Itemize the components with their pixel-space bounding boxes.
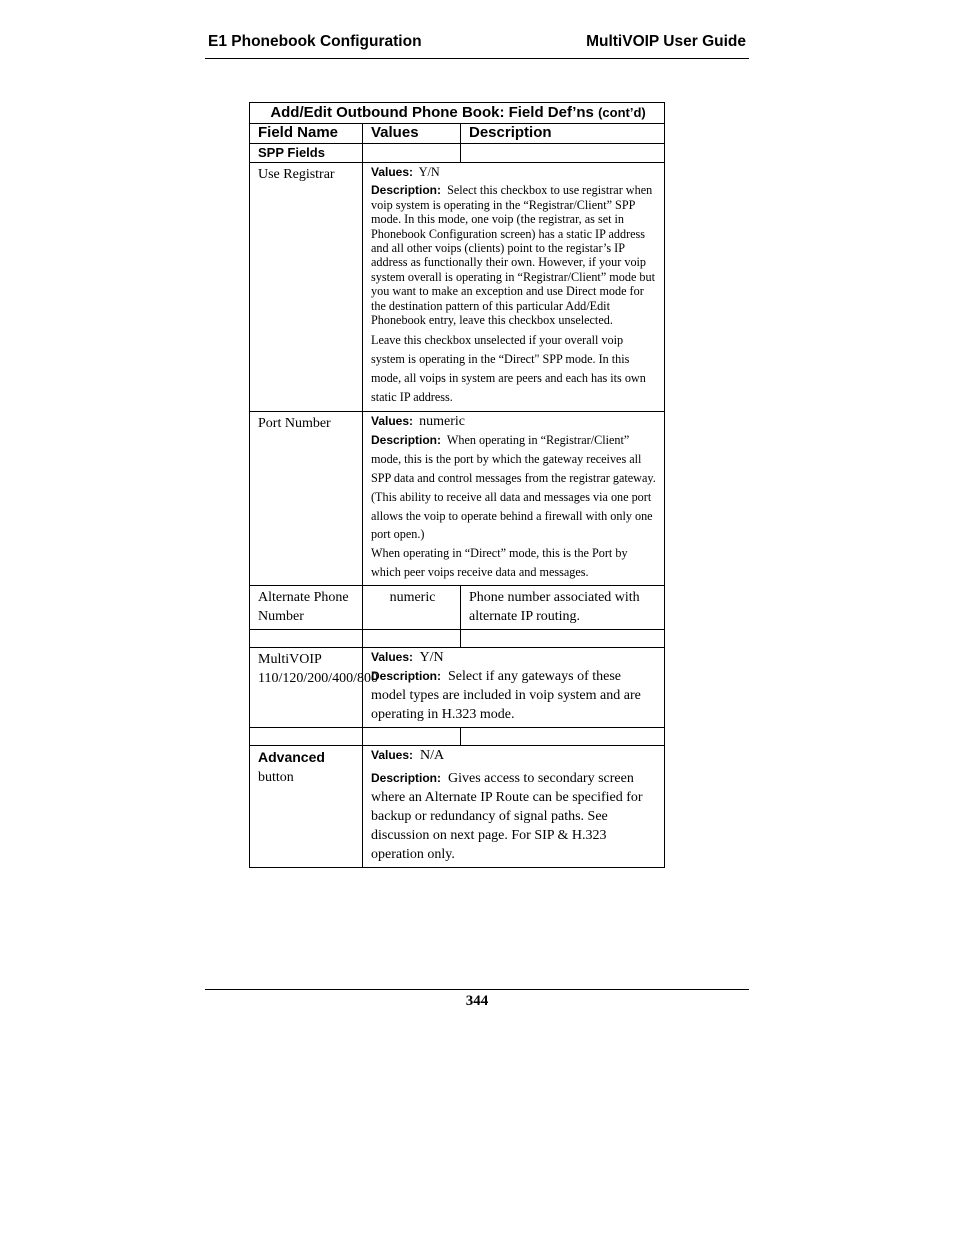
page-footer [205,989,749,1010]
values-label: Values: [371,413,414,428]
field-values: Y/N [418,165,440,179]
empty-cell [363,727,461,745]
table-row [250,585,665,629]
field-description: Gives access to secondary screen where an Alternate IP Route can be specified for backup or redundancy of signal paths. See discussion on next page. For SIP & H.323 operation only. [371,770,643,862]
field-name-alternate-phone: Alternate Phone Number [250,585,363,629]
empty-cell [461,144,665,163]
table-title [250,103,665,124]
header-section-title: E1 Phonebook Configuration [208,33,422,50]
field-name-port-number: Port Number [250,411,363,585]
description-label: Description: [371,668,442,683]
field-description: Select this checkbox to use registrar when voip system is operating in the “Registrar/Client” SPP mode. In this mode, one voip (the registrar, as set in Phonebook Configuration screen) has a static IP address and all other voips (clients) point to the registar’s IP address as functionally their own. However, if your voip system overall is operating in “Registrar/Client” mode but you want to make an exception and use Direct mode for the destination pattern of this particular Add/Edit Phonebook entry, leave this checkbox unselected. [371,183,655,328]
table-row [250,745,665,867]
empty-cell [363,629,461,647]
header-guide-title: MultiVOIP User Guide [586,33,746,50]
table-title-suffix: (cont’d) [598,105,646,120]
field-name-use-registrar: Use Registrar [250,163,363,412]
page-number: 344 [465,993,489,1009]
values-label: Values: [371,649,414,664]
field-detail-use-registrar [363,163,665,412]
field-note: When operating in “Direct” mode, this is the Port by which peer voips receive data and messages. [371,546,628,580]
values-label: Values: [371,165,414,179]
table-row [250,647,665,727]
field-description: When operating in “Registrar/Client” mode, this is the port by which the gateway receives all SPP data and control messages from the registrar gateway. (This ability to receive all data and messages via one port allows the voip to operate behind a firewall with only one port open.) [371,433,656,542]
field-detail-multivoip [363,647,665,727]
spacer-row [250,727,665,745]
page-header [205,31,749,59]
empty-cell [461,629,665,647]
description-label: Description: [371,770,442,785]
empty-cell [250,727,363,745]
field-description-alternate-phone: Phone number associated with alternate IP routing. [461,585,665,629]
field-detail-port-number [363,411,665,585]
field-values: Y/N [419,649,444,665]
table-title-row [250,103,665,124]
empty-cell [363,144,461,163]
field-name-multivoip: MultiVOIP 110/120/200/400/800 [250,647,363,727]
table-title-text: Add/Edit Outbound Phone Book: Field Def’ns [270,104,594,121]
table-row [250,411,665,585]
table-row [250,163,665,412]
field-definitions-table [249,102,665,868]
column-header-field-name: Field Name [250,124,363,144]
field-detail-advanced [363,745,665,867]
field-name-advanced-rest: button [258,769,294,785]
section-title: SPP Fields [250,144,363,163]
spacer-row [250,629,665,647]
field-description: Select if any gateways of these model types are included in voip system and are operating in H.323 mode. [371,668,641,722]
field-name-advanced [250,745,363,867]
description-label: Description: [371,183,442,198]
section-row [250,144,665,163]
field-name-advanced-bold: Advanced [258,748,325,765]
empty-cell [250,629,363,647]
field-note: Leave this checkbox unselected if your overall voip system is operating in the “Direct" SPP mode. In this mode, all voips in system are peers and each has its own static IP address. [371,333,646,404]
description-label: Description: [371,433,442,448]
empty-cell [461,727,665,745]
field-values-alternate-phone: numeric [363,585,461,629]
field-values: N/A [420,747,445,763]
field-values: numeric [419,413,465,429]
values-label: Values: [371,747,414,762]
column-header-values: Values [363,124,461,144]
table-header-row [250,124,665,144]
column-header-description: Description [461,124,665,144]
